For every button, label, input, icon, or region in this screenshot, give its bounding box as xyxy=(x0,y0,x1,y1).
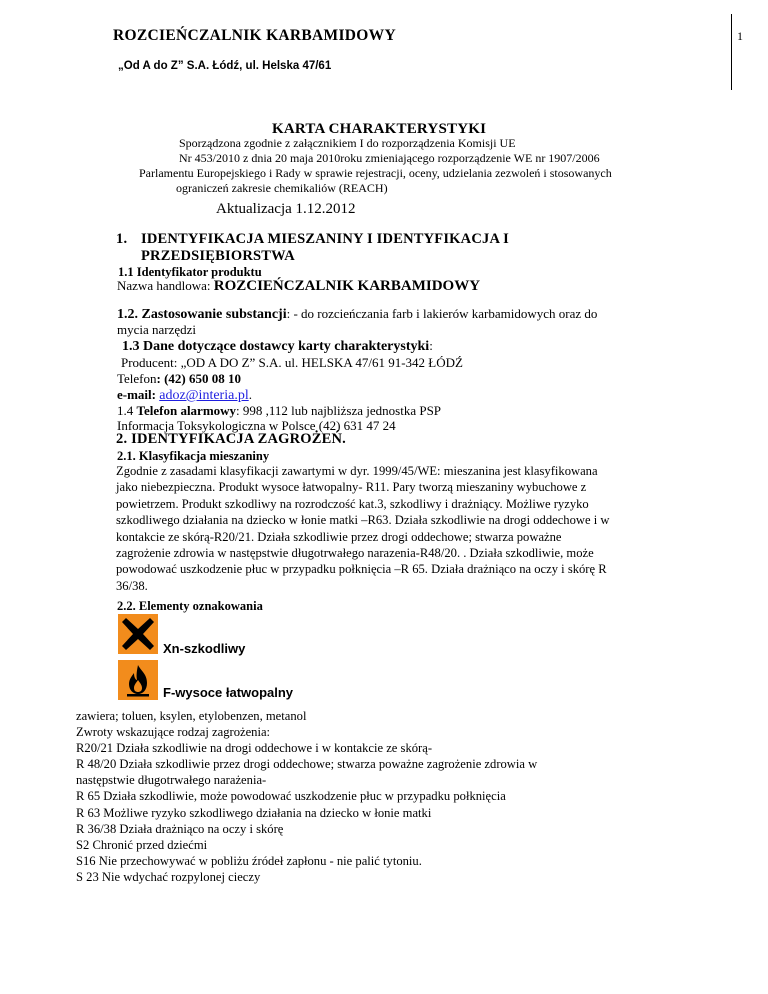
s21-line: kontakcie ze skórą-R20/21. Działa szkodliwie przez drogi oddechowe; stwarza poważne xyxy=(116,529,562,544)
s21-line: powodować uszkodzenie płuc w przypadku połknięcia –R 65. Działa drażniąco na oczy i skórę R xyxy=(116,562,607,577)
s14-prefix: 1.4 xyxy=(117,403,137,418)
s14-label: Telefon alarmowy xyxy=(136,403,237,418)
s12-row xyxy=(117,306,597,323)
header-divider xyxy=(731,14,732,90)
s11-heading: 1.1 Identyfikator produktu xyxy=(118,265,262,279)
s13-colon: : xyxy=(429,338,433,353)
s12-text-cont: mycia narzędzi xyxy=(117,322,197,337)
s21-line: Zgodnie z zasadami klasyfikacji zawartymi w dyr. 1999/45/WE: mieszanina jest klasyfikowana xyxy=(116,464,598,478)
list-item: S 23 Nie wdychać rozpylonej cieczy xyxy=(76,869,261,884)
symbol-xn-label: Xn-szkodliwy xyxy=(163,641,246,656)
phone-number: : (42) 650 08 10 xyxy=(156,371,242,386)
list-item: R 63 Możliwe ryzyko szkodliwego działania na dziecko w łonie matki xyxy=(76,805,432,820)
section-1-heading-line1: IDENTYFIKACJA MIESZANINY I IDENTYFIKACJA I xyxy=(141,231,509,247)
card-title: KARTA CHARAKTERYSTYKI xyxy=(272,121,487,137)
list-item: zawiera; toluen, ksylen, etylobenzen, metanol xyxy=(76,709,307,723)
list-item: następstwie długotrwałego narażenia- xyxy=(76,773,267,788)
s13-row xyxy=(122,338,433,355)
list-item: R 36/38 Działa drażniąco na oczy i skórę xyxy=(76,821,284,836)
intro-line: Sporządzona zgodnie z załącznikiem I do rozporządzenia Komisji UE xyxy=(179,136,516,150)
update-date: Aktualizacja 1.12.2012 xyxy=(216,201,356,217)
s14-text: : 998 ,112 lub najbliższa jednostka PSP xyxy=(236,403,442,418)
intro-line: Parlamentu Europejskiego i Rady w sprawie rejestracji, oceny, udzielania zezwoleń i stosowanych xyxy=(139,166,612,180)
xn-harmful-cross-icon xyxy=(118,614,158,654)
email-label: e-mail: xyxy=(117,387,160,402)
list-item: Zwroty wskazujące rodzaj zagrożenia: xyxy=(76,725,271,740)
header-title: ROZCIEŃCZALNIK KARBAMIDOWY xyxy=(113,27,396,44)
page-number: 1 xyxy=(737,29,743,43)
section-2-heading: 2. IDENTYFIKACJA ZAGROŻEŃ. xyxy=(116,431,346,447)
phone-row xyxy=(117,371,241,387)
symbol-f-label: F-wysoce łatwopalny xyxy=(163,685,294,700)
intro-line: ograniczeń zakresie chemikaliów (REACH) xyxy=(176,181,388,195)
list-item: R 48/20 Działa szkodliwie przez drogi oddechowe; stwarza poważne zagrożenie zdrowia w xyxy=(76,757,538,772)
s13-heading: 1.3 Dane dotyczące dostawcy karty charakterystyki xyxy=(122,339,430,354)
section-1-heading xyxy=(116,231,509,265)
producer: Producent: „OD A DO Z” S.A. ul. HELSKA 47/61 91-342 ŁÓDŹ xyxy=(121,355,463,370)
list-item: S2 Chronić przed dziećmi xyxy=(76,837,208,852)
s21-heading: 2.1. Klasyfikacja mieszaniny xyxy=(117,449,270,463)
trade-name-label: Nazwa handlowa: xyxy=(117,278,214,293)
trade-name: ROZCIEŃCZALNIK KARBAMIDOWY xyxy=(213,278,481,294)
f-flammable-flame-icon xyxy=(118,660,158,700)
s21-line: zagrożenie zdrowia w następstwie długotrwałego narazenia-R48/20. . Działa szkodliwie, może xyxy=(116,546,594,561)
list-item: R 65 Działa szkodliwie, może powodować uszkodzenie płuc w przypadku połknięcia xyxy=(76,789,506,804)
intro-line: Nr 453/2010 z dnia 20 maja 2010roku zmieniającego rozporządzenie WE nr 1907/2006 xyxy=(179,151,600,165)
list-item: R20/21 Działa szkodliwie na drogi oddechowe i w kontakcie ze skórą- xyxy=(76,741,433,756)
email-link[interactable]: adoz@interia.pl xyxy=(159,388,249,403)
s14-row xyxy=(117,403,441,419)
list-item: S16 Nie przechowywać w pobliżu źródeł zapłonu - nie palić tytoniu. xyxy=(76,853,422,868)
section-1-heading-line2: PRZEDSIĘBIORSTWA xyxy=(141,248,295,264)
phone-label: Telefon xyxy=(117,371,157,386)
s21-line: powietrzem. Produkt szkodliwy na rozrodczość kat.3, szkodliwy i drażniący. Możliwe ryzyko xyxy=(116,496,589,511)
s21-line: jako niebezpieczna. Produkt wysoce łatwopalny- R11. Pary tworzą mieszaniny wybuchowe z xyxy=(116,480,587,495)
s12-heading: 1.2. Zastosowanie substancji xyxy=(117,307,287,322)
hazard-phrases-list xyxy=(76,708,537,885)
header-company: „Od A do Z” S.A. Łódź, ul. Helska 47/61 xyxy=(118,60,332,72)
trade-name-row xyxy=(117,278,480,294)
s21-line: szkodliwego działania na dziecko w łonie matki –R63. Działa szkodliwie na drogi oddechowe i w xyxy=(116,513,610,528)
s21-line: 36/38. xyxy=(116,578,148,593)
s12-text: : - do rozcieńczania farb i lakierów karbamidowych oraz do xyxy=(286,306,598,321)
s21-paragraph xyxy=(116,463,664,594)
s22-heading: 2.2. Elementy oznakowania xyxy=(117,599,263,613)
email-row xyxy=(117,387,252,404)
section-1-number: 1. xyxy=(116,231,128,247)
email-dot: . xyxy=(248,387,252,402)
tox-info: Informacja Toksykologiczna w Polsce (42) 631 47 24 xyxy=(117,418,396,433)
card-intro xyxy=(139,136,612,196)
